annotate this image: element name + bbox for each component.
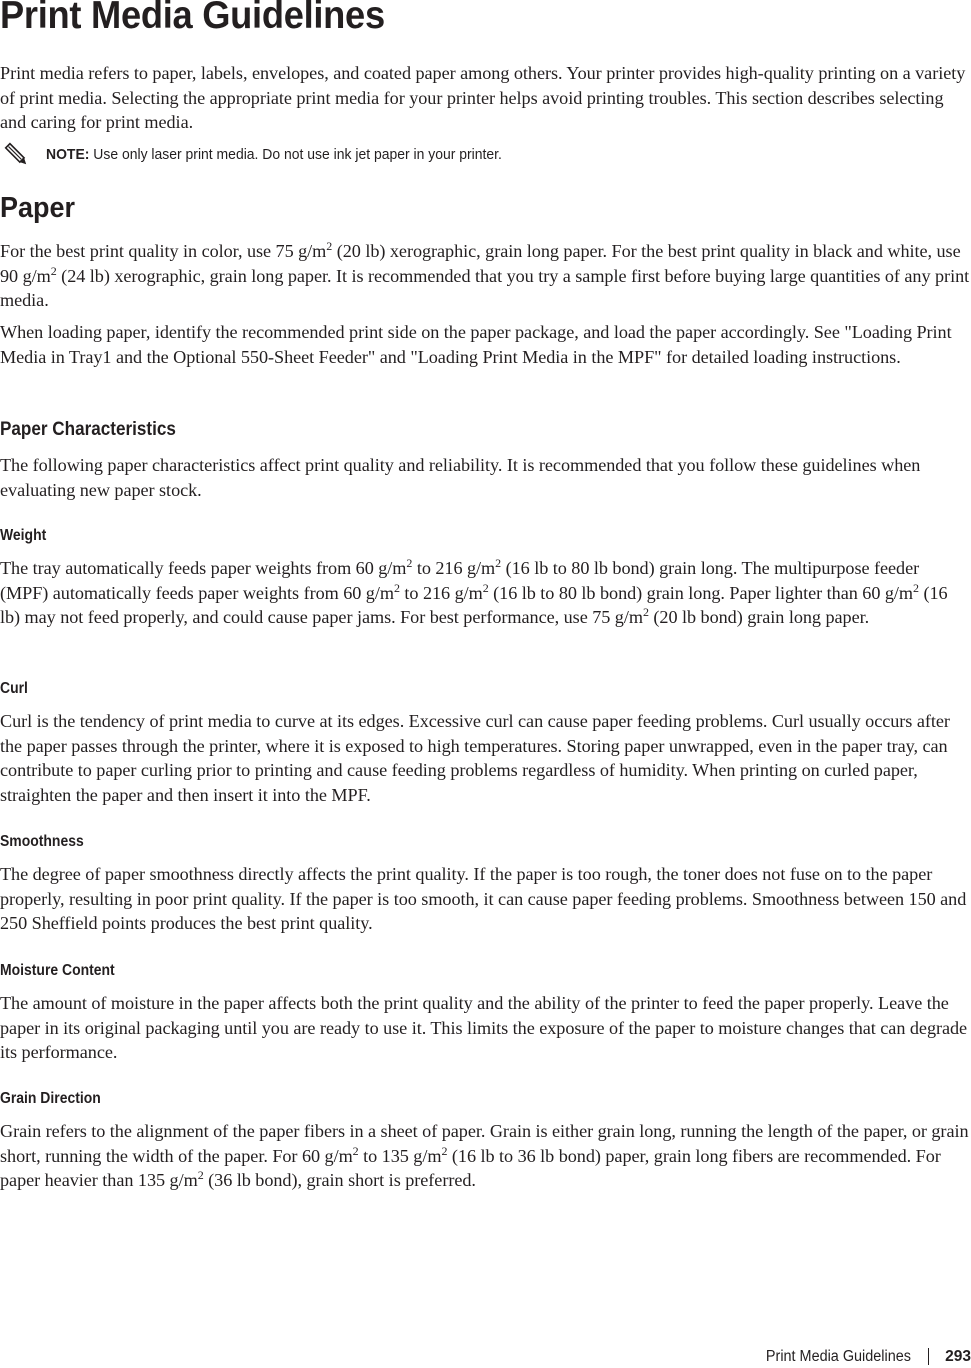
- note-text: [46, 146, 502, 163]
- note-callout: [0, 142, 971, 170]
- heading-grain-direction: Grain Direction: [0, 1090, 101, 1107]
- curl-paragraph: Curl is the tendency of print media to curve at its edges. Excessive curl can cause paper feeding problems. Curl usually occurs after the paper passes through the printer, where it is exposed to high temperatures. Storing paper unwrapped, even in the paper tray, can contribute to paper curling prior to printing and cause feeding problems regardless of humidity. When printing on curled paper, straighten the paper and then insert it into the MPF.: [0, 711, 950, 805]
- section-heading-paper: Paper: [0, 192, 75, 224]
- pencil-note-icon: [4, 142, 30, 168]
- smoothness-paragraph: The degree of paper smoothness directly affects the print quality. If the paper is too rough, the toner does not fuse on to the paper properly, resulting in poor print quality. If the paper is too smooth, it can cause paper feeding problems. Smoothness between 150 and 250 Sheffield points produces the best print quality.: [0, 864, 967, 933]
- footer-section-title: Print Media Guidelines: [765, 1348, 911, 1365]
- heading-moisture-content: Moisture Content: [0, 962, 115, 979]
- weight-paragraph: The tray automatically feeds paper weights from 60 $g/m^2$ to 216 $g/m^2$ (16 lb to 80 lb bond) grain long. The multipurpose feeder (MPF) automatically feeds paper weights from 60 $g/m^2$ to 216 $g/m^2$ (16 lb to 80 lb bond) grain long. Paper lighter than 60 $g/m^2$ (16 lb) may not feed properly, and could cause paper jams. For best performance, use 75 $g/m^2$ (20 lb bond) grain long paper.: [0, 556, 948, 627]
- grain-paragraph: Grain refers to the alignment of the paper fibers in a sheet of paper. Grain is either grain long, running the length of the paper, or grain short, running the width of the paper. For 60 $g/m^2$ to 135 $g/m^2$ (16 lb to 36 lb bond) paper, grain long fibers are recommended. For paper heavier than 135 $g/m^2$ (36 lb bond), grain short is preferred.: [0, 1121, 969, 1190]
- intro-paragraph: Print media refers to paper, labels, envelopes, and coated paper among others. Your printer provides high-quality printing on a variety of print media. Selecting the appropriate print media for your printer helps avoid printing troubles. This section describes selecting and caring for print media.: [0, 63, 966, 132]
- characteristics-intro: The following paper characteristics affect print quality and reliability. It is recommended that you follow these guidelines when evaluating new paper stock.: [0, 455, 921, 500]
- page-number: 293: [945, 1348, 971, 1365]
- note-label: NOTE:: [46, 146, 90, 163]
- moisture-paragraph: The amount of moisture in the paper affects both the print quality and the ability of the printer to feed the paper properly. Leave the paper in its original packaging until you are ready to use it. This limits the exposure of the paper to moisture changes that can degrade its performance.: [0, 993, 968, 1062]
- paper-paragraph-1: For the best print quality in color, use 75 $g/m^2$ (20 lb) xerographic, grain long paper. For the best print quality in black and white, use 90 $g/m^2$ (24 lb) xerographic, grain long paper. It is recommended that you try a sample first before buying large quantities of any print media.: [0, 239, 970, 310]
- heading-weight: Weight: [0, 527, 47, 544]
- subsection-heading-characteristics: Paper Characteristics: [0, 419, 176, 440]
- heading-smoothness: Smoothness: [0, 833, 84, 850]
- note-body: Use only laser print media. Do not use ink jet paper in your printer.: [93, 146, 502, 163]
- heading-curl: Curl: [0, 680, 28, 697]
- paper-paragraph-2: When loading paper, identify the recommended print side on the paper package, and load the paper accordingly. See "Loading Print Media in Tray1 and the Optional 550-Sheet Feeder" and "Loading Print Media in the MPF" for detailed loading instructions.: [0, 322, 952, 367]
- footer-divider: [928, 1348, 929, 1365]
- page-title: Print Media Guidelines: [0, 0, 385, 37]
